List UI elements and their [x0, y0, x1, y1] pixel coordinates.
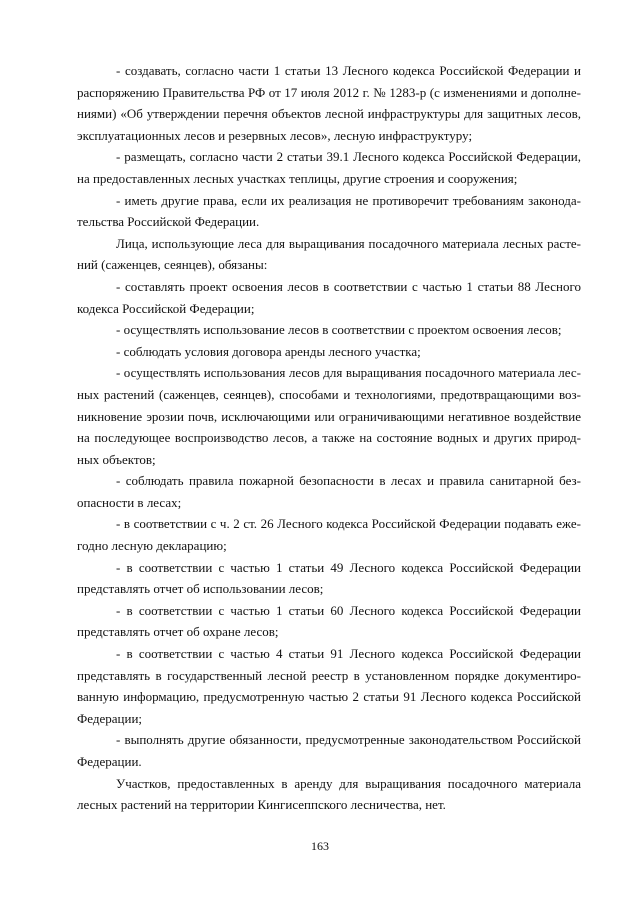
- paragraph-13: - в соответствии с частью 4 статьи 91 Лесного кодекса Российской Федерации представлять в государственный лесной реестр в установленном порядке документированную информацию, предусмотренную частью 2 статьи 91 Лесного кодекса Российской Федерации;: [77, 646, 581, 726]
- paragraph-7: - соблюдать условия договора аренды лесного участка;: [116, 343, 421, 359]
- paragraph-1: - создавать, согласно части 1 статьи 13 Лесного кодекса Российской Федерации и распоряжению Правительства РФ от 17 июля 2012 г. № 1283-р (с изменениями и дополнениями) «Об утверждении перечня объектов лесной инфраструктуры для защитных лесов, эксплуатационных лесов и резервных лесов», лесную инфраструктуру;: [77, 63, 581, 143]
- paragraph-8: - осуществлять использования лесов для выращивания посадочного материала лесных растений (саженцев, сеянцев), способами и технологиями, предотвращающими возникновение эрозии почв, исключающими или ограничивающими негативное воздействие на последующее воспроизводство лесов, а также на состояние водных и других природных объектов;: [77, 365, 581, 467]
- paragraph-2: - размещать, согласно части 2 статьи 39.1 Лесного кодекса Российской Федерации, на предоставленных лесных участках теплицы, другие строения и сооружения;: [77, 149, 581, 186]
- paragraph-15: Участков, предоставленных в аренду для выращивания посадочного материала лесных растений на территории Кингисеппского лесничества, нет.: [77, 775, 581, 813]
- paragraph-3: - иметь другие права, если их реализация не противоречит требованиям законодательства Российской Федерации.: [77, 192, 581, 230]
- paragraph-11: - в соответствии с частью 1 статьи 49 Лесного кодекса Российской Федерации представлять отчет об использовании лесов;: [77, 559, 581, 597]
- paragraph-4: Лица, использующие леса для выращивания посадочного материала лесных растений (саженцев, сеянцев), обязаны:: [77, 235, 581, 273]
- paragraph-12: - в соответствии с частью 1 статьи 60 Лесного кодекса Российской Федерации представлять отчет об охране лесов;: [77, 602, 581, 640]
- paragraph-5: - составлять проект освоения лесов в соответствии с частью 1 статьи 88 Лесного кодекса Российской Федерации;: [77, 278, 581, 316]
- document-body: [77, 60, 581, 816]
- paragraph-10: - в соответствии с ч. 2 ст. 26 Лесного кодекса Российской Федерации подавать ежегодно лесную декларацию;: [77, 516, 581, 554]
- paragraph-6: - осуществлять использование лесов в соответствии с проектом освоения лесов;: [116, 322, 562, 338]
- paragraph-14: - выполнять другие обязанности, предусмотренные законодательством Российской Федерации.: [77, 732, 581, 769]
- paragraph-9: - соблюдать правила пожарной безопасности в лесах и правила санитарной безопасности в лесах;: [77, 473, 581, 510]
- page-number: 163: [311, 839, 329, 853]
